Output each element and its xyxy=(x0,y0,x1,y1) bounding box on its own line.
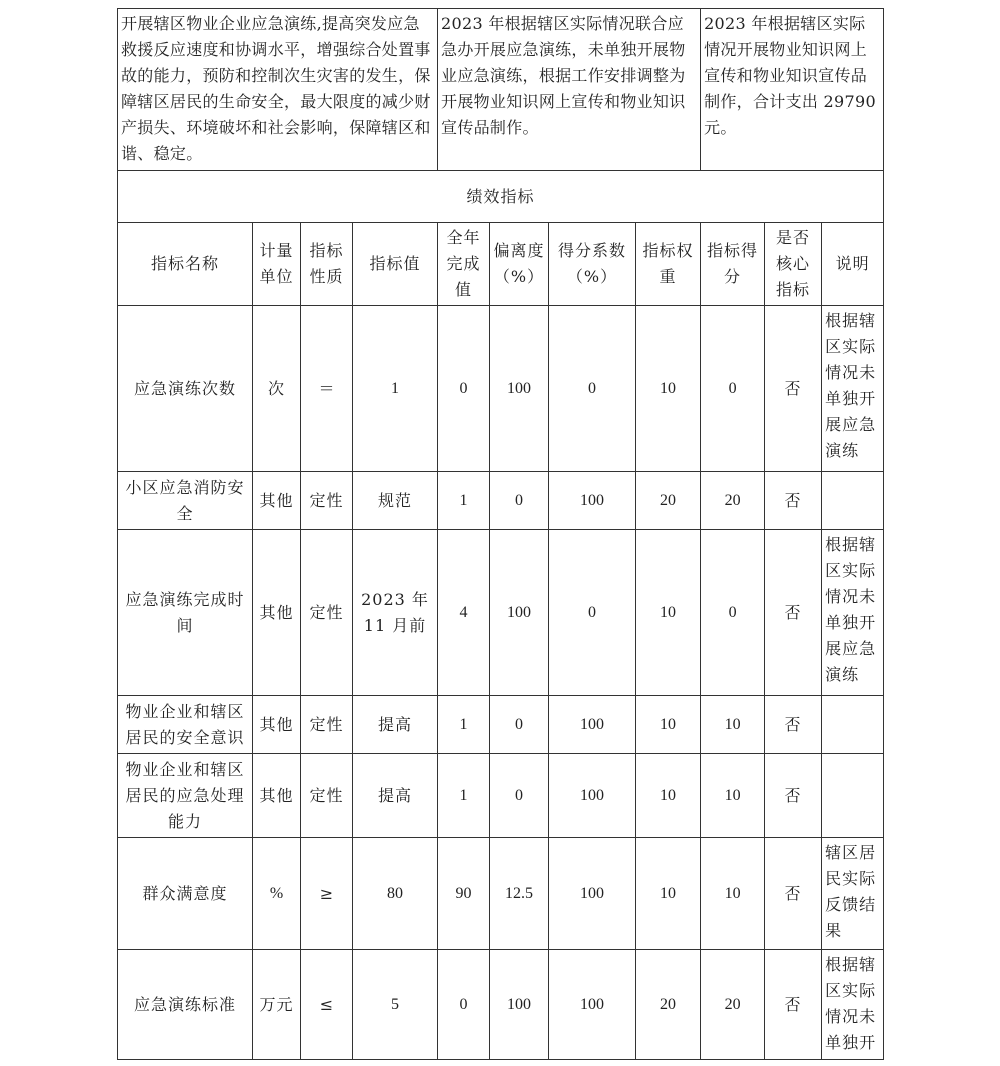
cell-unit: 其他 xyxy=(253,754,301,838)
header-weight: 指标权重 xyxy=(636,223,701,306)
section-row xyxy=(118,171,884,223)
description-row xyxy=(118,9,884,171)
cell-score: 10 xyxy=(701,754,765,838)
cell-score: 10 xyxy=(701,838,765,950)
cell-target: 2023 年 11 月前 xyxy=(353,530,438,696)
cell-core: 否 xyxy=(765,306,822,472)
cell-deviation: 100 xyxy=(490,306,549,472)
cell-name: 小区应急消防安全 xyxy=(118,472,253,530)
cell-actual: 1 xyxy=(438,754,490,838)
cell-target: 5 xyxy=(353,950,438,1060)
cell-deviation: 12.5 xyxy=(490,838,549,950)
header-actual: 全年完成值 xyxy=(438,223,490,306)
table-row xyxy=(118,950,884,1060)
cell-score: 20 xyxy=(701,472,765,530)
cell-actual: 1 xyxy=(438,472,490,530)
cell-coefficient: 100 xyxy=(549,472,636,530)
cell-unit: 其他 xyxy=(253,530,301,696)
header-coefficient: 得分系数（%） xyxy=(549,223,636,306)
cell-note: 根据辖区实际情况未单独开展应急演练 xyxy=(822,306,884,472)
cell-unit: % xyxy=(253,838,301,950)
cell-actual: 4 xyxy=(438,530,490,696)
header-deviation: 偏离度（%） xyxy=(490,223,549,306)
cell-name: 物业企业和辖区居民的应急处理能力 xyxy=(118,754,253,838)
cell-coefficient: 100 xyxy=(549,950,636,1060)
header-target: 指标值 xyxy=(353,223,438,306)
cell-name: 应急演练标准 xyxy=(118,950,253,1060)
cell-unit: 其他 xyxy=(253,472,301,530)
cell-score: 10 xyxy=(701,696,765,754)
cell-target: 规范 xyxy=(353,472,438,530)
cell-note: 根据辖区实际情况未单独开展应急演练 xyxy=(822,530,884,696)
cell-note: 辖区居民实际反馈结果 xyxy=(822,838,884,950)
cell-unit: 次 xyxy=(253,306,301,472)
cell-deviation: 0 xyxy=(490,754,549,838)
table-row xyxy=(118,696,884,754)
header-core: 是否核心指标 xyxy=(765,223,822,306)
cell-deviation: 100 xyxy=(490,530,549,696)
cell-core: 否 xyxy=(765,472,822,530)
cell-core: 否 xyxy=(765,754,822,838)
cell-coefficient: 100 xyxy=(549,754,636,838)
cell-note: 根据辖区实际情况未单独开 xyxy=(822,950,884,1060)
section-title: 绩效指标 xyxy=(118,171,884,223)
cell-nature: ≥ xyxy=(301,838,353,950)
performance-table xyxy=(117,8,884,1060)
cell-nature: ≤ xyxy=(301,950,353,1060)
cell-name: 物业企业和辖区居民的安全意识 xyxy=(118,696,253,754)
cell-nature: 定性 xyxy=(301,472,353,530)
cell-actual: 90 xyxy=(438,838,490,950)
cell-coefficient: 100 xyxy=(549,696,636,754)
cell-coefficient: 0 xyxy=(549,306,636,472)
cell-nature: 定性 xyxy=(301,754,353,838)
cell-core: 否 xyxy=(765,696,822,754)
cell-score: 0 xyxy=(701,530,765,696)
table-row xyxy=(118,530,884,696)
cell-deviation: 0 xyxy=(490,696,549,754)
table-row xyxy=(118,838,884,950)
cell-weight: 10 xyxy=(636,696,701,754)
cell-weight: 20 xyxy=(636,472,701,530)
cell-nature: ＝ xyxy=(301,306,353,472)
cell-actual: 0 xyxy=(438,306,490,472)
header-unit: 计量单位 xyxy=(253,223,301,306)
table-row xyxy=(118,472,884,530)
cell-coefficient: 0 xyxy=(549,530,636,696)
cell-nature: 定性 xyxy=(301,530,353,696)
cell-weight: 10 xyxy=(636,530,701,696)
cell-weight: 20 xyxy=(636,950,701,1060)
cell-target: 1 xyxy=(353,306,438,472)
cell-score: 0 xyxy=(701,306,765,472)
cell-weight: 10 xyxy=(636,754,701,838)
cell-note xyxy=(822,754,884,838)
cell-core: 否 xyxy=(765,950,822,1060)
cell-actual: 1 xyxy=(438,696,490,754)
cell-target: 提高 xyxy=(353,754,438,838)
cell-score: 20 xyxy=(701,950,765,1060)
cell-weight: 10 xyxy=(636,306,701,472)
cell-name: 群众满意度 xyxy=(118,838,253,950)
cell-unit: 万元 xyxy=(253,950,301,1060)
table-row xyxy=(118,306,884,472)
cell-unit: 其他 xyxy=(253,696,301,754)
header-row xyxy=(118,223,884,306)
cell-target: 提高 xyxy=(353,696,438,754)
cell-deviation: 100 xyxy=(490,950,549,1060)
spending-description: 2023 年根据辖区实际情况开展物业知识网上宣传和物业知识宣传品制作，合计支出 29790 元。 xyxy=(701,9,884,171)
cell-name: 应急演练次数 xyxy=(118,306,253,472)
header-note: 说明 xyxy=(822,223,884,306)
cell-core: 否 xyxy=(765,530,822,696)
cell-name: 应急演练完成时间 xyxy=(118,530,253,696)
goal-description: 开展辖区物业企业应急演练,提高突发应急救援反应速度和协调水平，增强综合处置事故的能力，预防和控制次生灾害的发生，保障辖区居民的生命安全，最大限度的减少财产损失、环境破坏和社会影响，保障辖区和谐、稳定。 xyxy=(118,9,438,171)
cell-weight: 10 xyxy=(636,838,701,950)
cell-deviation: 0 xyxy=(490,472,549,530)
table-row xyxy=(118,754,884,838)
header-name: 指标名称 xyxy=(118,223,253,306)
cell-nature: 定性 xyxy=(301,696,353,754)
cell-note xyxy=(822,696,884,754)
cell-note xyxy=(822,472,884,530)
cell-actual: 0 xyxy=(438,950,490,1060)
execution-description: 2023 年根据辖区实际情况联合应急办开展应急演练，未单独开展物业应急演练，根据工作安排调整为开展物业知识网上宣传和物业知识宣传品制作。 xyxy=(438,9,701,171)
cell-coefficient: 100 xyxy=(549,838,636,950)
cell-target: 80 xyxy=(353,838,438,950)
cell-core: 否 xyxy=(765,838,822,950)
header-nature: 指标性质 xyxy=(301,223,353,306)
header-score: 指标得分 xyxy=(701,223,765,306)
